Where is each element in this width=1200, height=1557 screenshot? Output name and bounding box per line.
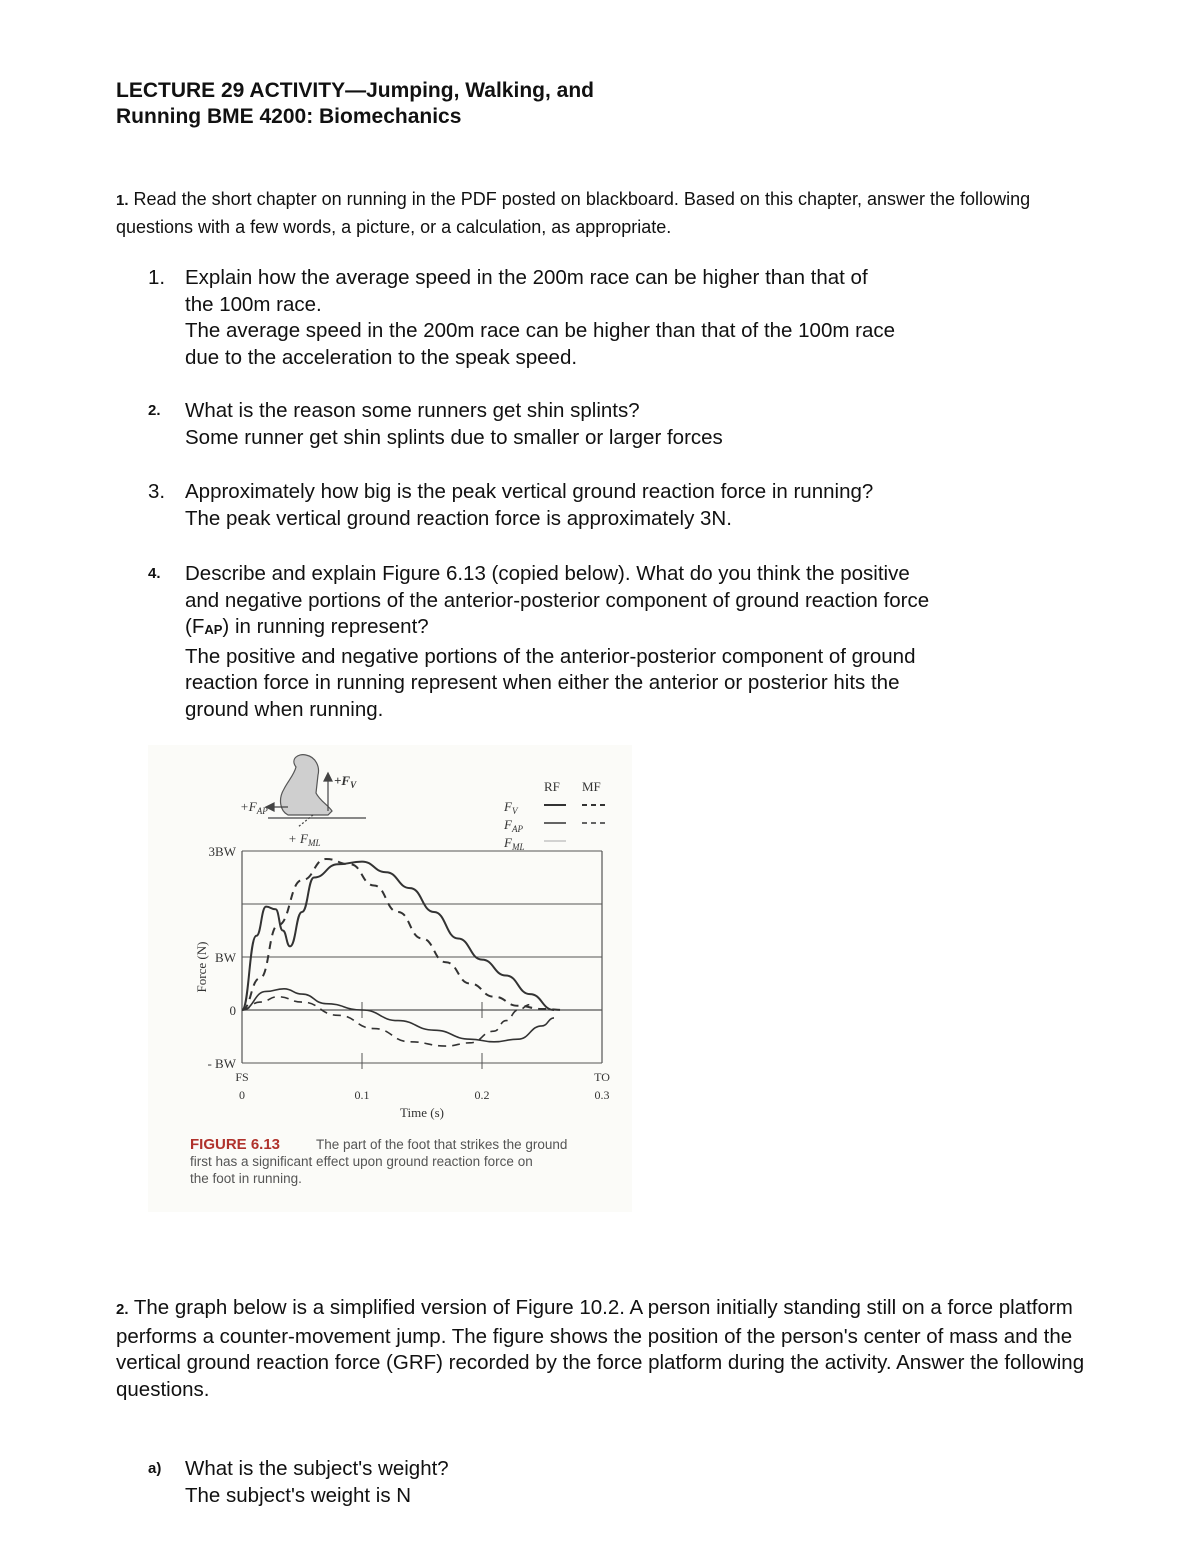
part2-text: The graph below is a simplified version of Figure 10.2. A person initially standing still on a force platform performs a counter-movement jump. The figure shows the position of the person's center of mass and the vertical ground reaction force (GRF) recorded by the force platform during the activity. Answer the following questions.: [116, 1296, 1085, 1401]
subquestion-a: [148, 1456, 1048, 1509]
x-axis-label: Time (s): [400, 1105, 444, 1120]
x-tick-label-3: 0.3: [594, 1088, 610, 1102]
legend: [503, 779, 606, 852]
legend-row-fml: $F_{ML}$: [504, 835, 525, 852]
legend-row-fv: $F_V$: [504, 799, 518, 816]
answer-4-line-1: The positive and negative portions of the anterior-posterior component of ground: [185, 644, 916, 668]
legend-col-mf: MF: [582, 779, 601, 794]
foot-illustration: [266, 755, 366, 827]
subquestion-a-text: What is the subject's weight?: [185, 1457, 449, 1480]
legend-row-fap: $F_{AP}$: [504, 817, 523, 834]
x-tick-top-label-0: FS: [235, 1070, 249, 1084]
question-4: [148, 561, 1048, 723]
caption-line-2: first has a significant effect upon ground reaction force on: [190, 1154, 533, 1169]
question-4-number: 4.: [148, 565, 161, 582]
question-4-text-line-1: Describe and explain Figure 6.13 (copied below). What do you think the positive: [185, 562, 910, 585]
answer-4-line-3: ground when running.: [185, 697, 384, 721]
series-line-2: [242, 989, 554, 1042]
part1-number: 1.: [116, 192, 129, 209]
plot-area: [194, 844, 610, 1120]
question-1-text-line-1: Explain how the average speed in the 200m race can be higher than that of: [185, 266, 868, 289]
part1-instructions-text: Read the short chapter on running in the PDF posted on blackboard. Based on this chapter, answer the following questions with a few words, a picture, or a calculation, as appropriate.: [116, 189, 1031, 237]
x-tick-label-1: 0.1: [354, 1088, 370, 1102]
question-2: [148, 398, 1048, 451]
series-line-1: [242, 859, 566, 1010]
part2-number: 2.: [116, 1301, 129, 1318]
question-3-number: 3.: [148, 480, 166, 503]
figure-6-13: [148, 745, 632, 1212]
grf-chart: [148, 745, 632, 1212]
part2-intro: [116, 1295, 1086, 1403]
y-tick-label-3: 3BW: [208, 844, 236, 859]
x-tick-label-2: 0.2: [474, 1088, 490, 1102]
answer-1-line-1: The average speed in the 200m race can be higher than that of the 100m race: [185, 319, 895, 342]
answer-1-line-2: due to the acceleration to the speak speed.: [185, 345, 578, 369]
question-1: [148, 265, 1048, 371]
answer-4-line-2: reaction force in running represent when either the anterior or posterior hits the: [185, 671, 900, 694]
title-line-2: Running BME 4200: Biomechanics: [116, 105, 462, 128]
foot-label-fap: $+F_{AP}$: [240, 799, 268, 816]
fml-arrow: [298, 815, 313, 827]
answer-3: The peak vertical ground reaction force is approximately 3N.: [185, 506, 732, 530]
y-tick-label-0: - BW: [207, 1056, 236, 1071]
subquestion-a-label: a): [148, 1460, 162, 1477]
question-1-text-line-2: the 100m race.: [185, 292, 322, 316]
x-tick-top-label-3: TO: [594, 1070, 610, 1084]
question-2-text: What is the reason some runners get shin splints?: [185, 399, 640, 422]
document-title: [116, 78, 594, 130]
series-line-0: [242, 862, 554, 1010]
question-3: [148, 479, 1048, 532]
y-tick-label-2: BW: [215, 950, 236, 965]
question-3-text: Approximately how big is the peak vertical ground reaction force in running?: [185, 480, 874, 503]
legend-col-rf: RF: [544, 779, 560, 794]
part1-instructions: [116, 186, 1076, 241]
question-1-number: 1.: [148, 266, 166, 289]
y-axis-label: Force (N): [194, 941, 209, 993]
question-4-text-line-2: and negative portions of the anterior-posterior component of ground reaction force: [185, 588, 930, 612]
figure-caption: [190, 1136, 567, 1186]
caption-label: FIGURE 6.13: [190, 1136, 281, 1153]
y-tick-label-1: 0: [229, 1003, 236, 1018]
foot-icon: [281, 755, 332, 815]
foot-label-fv: $+F_V$: [334, 773, 357, 790]
question-4-text-line-3: $(F_{AP})$ in running represent?: [185, 615, 429, 638]
foot-label-fml: + $F_{ML}$: [288, 831, 321, 848]
x-tick-label-0: 0: [239, 1088, 245, 1102]
caption-line-1: The part of the foot that strikes the ground: [316, 1137, 568, 1152]
title-line-1: LECTURE 29 ACTIVITY—Jumping, Walking, and: [116, 79, 594, 102]
series-line-3: [242, 997, 530, 1046]
subquestion-a-answer: The subject's weight is N: [185, 1483, 412, 1507]
question-2-number: 2.: [148, 402, 161, 419]
caption-line-3: the foot in running.: [190, 1171, 302, 1186]
answer-2: Some runner get shin splints due to smaller or larger forces: [185, 425, 723, 449]
